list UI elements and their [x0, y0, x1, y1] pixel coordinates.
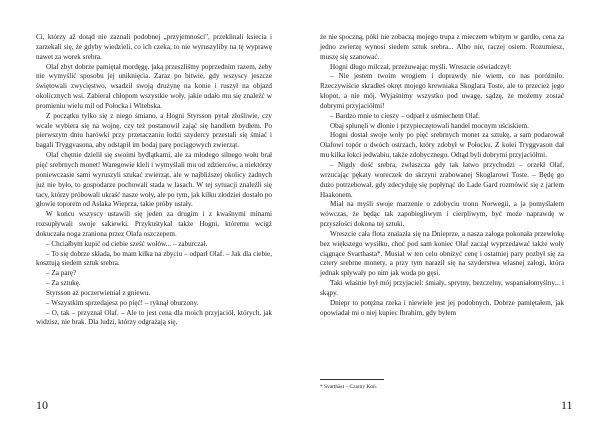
footnote: * Svarthäst – Czarny Koń. — [320, 384, 378, 390]
paragraph: Hogni dostał swoje woły po pięć srebrnych monet za sztukę, a sam podarował Olafowi topór o dwóch ostrzach, który zdobył w Połocku. Z kolei Tryggvason dał mu kilka łokci jedwabiu, także zdobycznego. Odtąd byli dobrymi przyjaciółmi. — [320, 131, 564, 160]
paragraph: Styrsson aż poczerwieniał z gniewu. — [46, 288, 151, 297]
paragraph: Z początku tylko się z niego śmiano, a Hogni Styrsson pytał złośliwie, czy wcale wybiera się na wojnę, czy też postanowił zająć się handlem bydłem. Po pierwszym dniu harówki przy przetaczaniu łodzi szydercy przestali się śmiać i bagali Tryggvasona, aby odstąpił im bodaj parę pociągowych zwierząt. — [36, 111, 272, 150]
paragraph: Taki właśnie był mój przyjaciel: śmiały, sprytny, bezczelny, wspaniałomyślny... i skąpy. — [320, 279, 564, 297]
paragraph: Wreszcie cała flota znalazła się na Dnieprze, a nasza załoga pokonała przewłokę bez większego wysiłku, choć pod sam koniec Olaf zaczął wyprzedawać także woły ciągnące Svarthasta*. Musiał w ten celu obniżyć cenę i ostatniej pary pozbył się za cztery srebrne monety, a przy tym naraził się na szyderstwa własnej załogi, która jednak spływały po nim jak woda po gęsi. — [320, 229, 564, 278]
page-number-right: 11 — [561, 398, 573, 412]
paragraph: Obaj splunęli w dłonie i przypieczętowali handel mocnym uściskiem. — [330, 121, 529, 130]
paragraph: W końcu wszyscy ustawili się jeden za drugim i z kwaśnymi minami rozsupływali swoje sakiewki. Przykuśtykał także Hogni, któremu wcigż dokuczała noga zraniona przez Olafa oszczepem. — [36, 210, 272, 238]
paragraph: Hogni długo milczał, przeżuwając myśli. Wreszcie oświadczył: — [330, 62, 512, 71]
dialogue-line: – Za parę? — [46, 269, 77, 278]
paragraph: Miał na myśli swoje marzenie o zdobyciu tronu Norwegii, a ja pomyślałem wówczas, że będąc tak zapobiegliwym i cierpliwym, być może naprawdę w przyszłości dokona tej sztuki. — [320, 200, 564, 229]
right-page — [300, 0, 600, 424]
left-page-text — [36, 33, 272, 328]
dialogue-line: – Chciałbym kupić od ciebie sześć wołów... – zaburczał. — [46, 239, 208, 248]
dialogue-line: – Wszystkim sprzedajesz po pięć! – ryknął oburzony. — [46, 298, 199, 307]
paragraph: że nie spoczną, póki nie zobaczą mojego trupa z mieczem wbitym w gardło, cena za jedno zwierzę wynosi siedem sztuk srebra... Albo nie, raczej osiem. Rozumiesz, muszę się szanować. — [320, 33, 564, 61]
dialogue-line: – O, tak – przyznał Olaf. – Ale to jest cena dla moich przyjaciół, których, jak widzisz, nie brak. Dla ludzi, którzy odgrażają się, — [36, 308, 272, 327]
footnote-divider — [320, 379, 384, 380]
paragraph: Olaf zbyt dobrze pamiętał mordęgę, jaką przeszliśmy poprzednim razem, żeby nie wymyślić sposobu jej uniknięcia. Zaraz po bitwie, gdy wszyscy jeszcze świętowali zwycięstwo, wsadził swoją drużynę na konie i ruszył na objazd okolicznych wsi. Zabierał chłopom wszystkie woły, jakie udało mu się znaleźć w promieniu wielu mil od Połocka i Witebska. — [36, 62, 272, 110]
dialogue-line: – Nigdy dość srebra, zwłaszcza gdy tak łatwo przychodzi – orzekł Olaf, wrzucając pękaty woreczek do skrzyni zrabowanej Skoglarowi Toste. – Będę go dużo potrzebował, gdy zdecyduję się popłynąć do Lade Gard rozmówić się z jarlem Haakonem. — [320, 160, 564, 199]
page-number-left: 10 — [36, 398, 48, 412]
paragraph: Olaf chętnie dzielił się swoimi bydlątkami, ale za młodego silnego wołu brał pięć srebrnych monet! Waregowie kleli i wymyślali mu od zdzierców, a niektórzy poniewczasie sami wyruszyli szukać zwierząt, ale w najbliższej okolicy żadnych już nie było, to gospodarze pochowali stada w lasach. W tej sytuacji znaleźli się tacy, którzy próbowali ukraść nasze woły, ale po tym, jak kilku złodziei dostało po głowie toporem od Aslaka Wieprza, takie próby ustały. — [36, 151, 272, 209]
paragraph: Dniepr to potężna rzeka i niewiele jest jej podobnych. Dobrze pamiętałem, jak opowiadał mi o niej kupiec Ibrahim, gdy byłem — [320, 298, 564, 317]
right-page-text — [320, 33, 564, 318]
paragraph: Ci, którzy až dotąd nie zaznali podobnej „przyjemności", przeklinali ksiecia i zarzekali się, że gdyby wiedzieli, co ich czeka, to nie wyruszyliby na tę wyprawę nawet za worek srebra. — [36, 33, 272, 61]
dialogue-line: – Bardzo mnie to cieszy – odparł z uśmiechem Olaf. — [330, 111, 480, 120]
dialogue-line: – Za sztukę. — [46, 279, 81, 288]
dialogue-line: – To się dobrze składa, bo mam kilka na zbyciu – odparł Olaf. – Jak dla ciebie, kosztują siedem sztuk srebra. — [36, 249, 272, 268]
dialogue-line: – Nie jestem twoim wrogiem i doprawdy nie wiem, co nas poróżniło. Rzeczywiście skradłeś okręt mojego krewniaka Skoglara Toste, ale to przecież jego kłopot, a nie mój. Wyjaśnimy wszystko pod uwagę, sądzę, że możemy zostać dobrymi przyjaciółmi! — [320, 72, 564, 110]
